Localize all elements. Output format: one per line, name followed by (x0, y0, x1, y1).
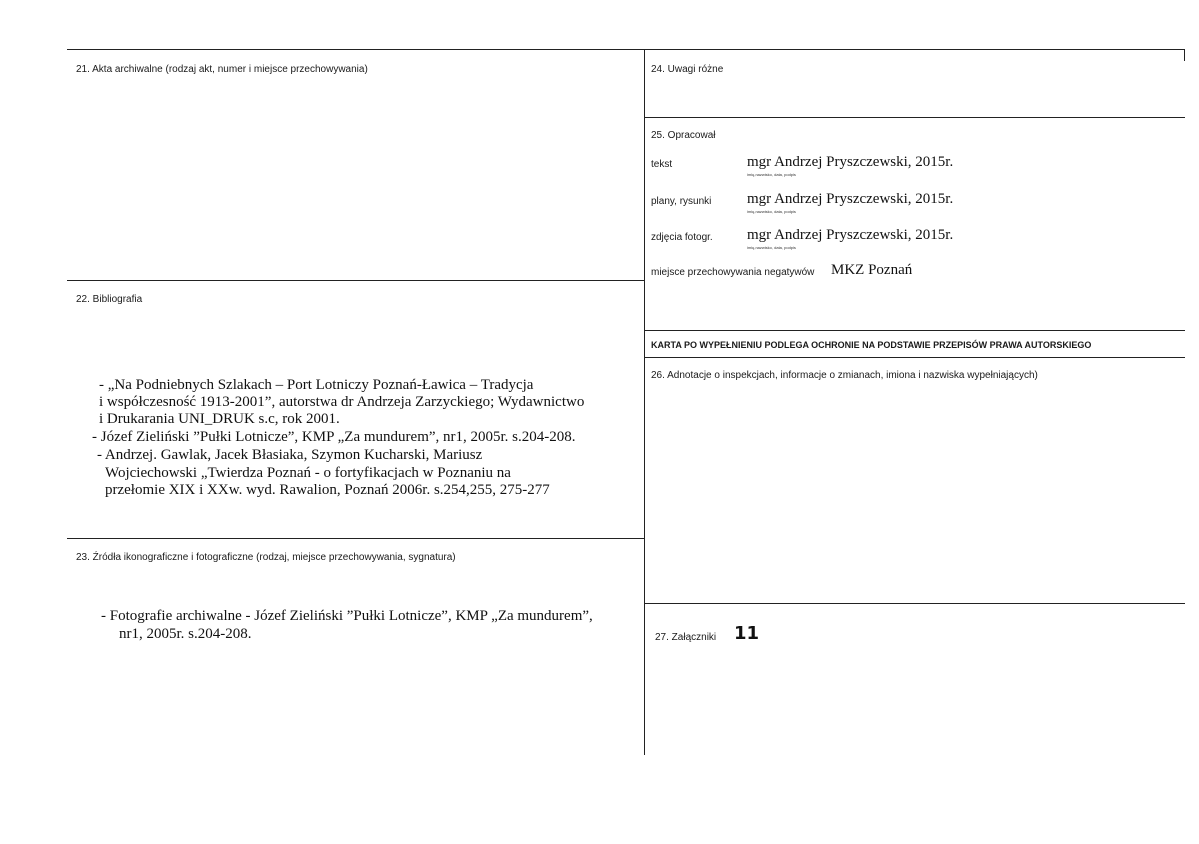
bibliography-line: - „Na Podniebnych Szlakach – Port Lotniczy Poznań-Ławica – Tradycja (99, 377, 534, 393)
right-divider-25-notice (644, 330, 1185, 331)
right-edge-line (1184, 49, 1185, 61)
right-divider-notice-26 (644, 357, 1185, 358)
section-21-title: 21. Akta archiwalne (rodzaj akt, numer i miejsce przechowywania) (76, 64, 368, 75)
author-row-label: plany, rysunki (651, 196, 712, 207)
source-line: nr1, 2005r. s.204-208. (119, 626, 252, 642)
attachments-count: 11 (734, 623, 760, 644)
author-row-value: mgr Andrzej Pryszczewski, 2015r. (747, 154, 954, 170)
negatives-storage-value: MKZ Poznań (831, 262, 913, 278)
center-divider-line (644, 49, 645, 755)
author-row-label: tekst (651, 159, 673, 170)
section-25-title: 25. Opracował (651, 130, 716, 141)
section-23-title: 23. Źródła ikonograficzne i fotograficzne (rodzaj, miejsce przechowywania, sygnatura) (76, 552, 456, 563)
author-row-value: mgr Andrzej Pryszczewski, 2015r. (747, 191, 954, 207)
bibliography-line: - Andrzej. Gawlak, Jacek Błasiaka, Szymon Kucharski, Mariusz (97, 447, 483, 463)
section-26-title: 26. Adnotacje o inspekcjach, informacje o zmianach, imiona i nazwiska wypełniających) (651, 370, 1038, 381)
negatives-storage-label: miejsce przechowywania negatywów (651, 267, 815, 278)
author-row-hint: imię,nazwisko, data, podpis (747, 209, 796, 214)
bibliography-line: przełomie XIX i XXw. wyd. Rawalion, Poznań 2006r. s.254,255, 275-277 (105, 482, 550, 498)
copyright-notice: KARTA PO WYPEŁNIENIU PODLEGA OCHRONIE NA PODSTAWIE PRZEPISÓW PRAWA AUTORSKIEGO (651, 340, 1092, 350)
bibliography-line: - Józef Zieliński ”Pułki Lotnicze”, KMP „Za mundurem”, nr1, 2005r. s.204-208. (92, 429, 576, 445)
author-row-label: zdjęcia fotogr. (651, 232, 713, 243)
section-27-title: 27. Załączniki (655, 632, 717, 643)
top-border-line (67, 49, 1185, 50)
bibliography-line: i współczesność 1913-2001”, autorstwa dr Andrzeja Zarzyckiego; Wydawnictwo (99, 394, 585, 410)
right-divider-26-27 (644, 603, 1185, 604)
author-row-hint: imię,nazwisko, data, podpis (747, 172, 796, 177)
section-22-title: 22. Bibliografia (76, 294, 143, 305)
bibliography-line: Wojciechowski „Twierdza Poznań - o fortyfikacjach w Poznaniu na (105, 465, 511, 481)
author-row-value: mgr Andrzej Pryszczewski, 2015r. (747, 227, 954, 243)
left-divider-22-23 (67, 538, 644, 539)
left-divider-21-22 (67, 280, 644, 281)
source-line: - Fotografie archiwalne - Józef Zieliński ”Pułki Lotnicze”, KMP „Za mundurem”, (101, 608, 593, 624)
right-divider-24-25 (644, 117, 1185, 118)
author-row-hint: imię,nazwisko, data, podpis (747, 245, 796, 250)
section-24-title: 24. Uwagi różne (651, 64, 724, 75)
bibliography-line: i Drukarania UNI_DRUK s.c, rok 2001. (99, 411, 340, 427)
